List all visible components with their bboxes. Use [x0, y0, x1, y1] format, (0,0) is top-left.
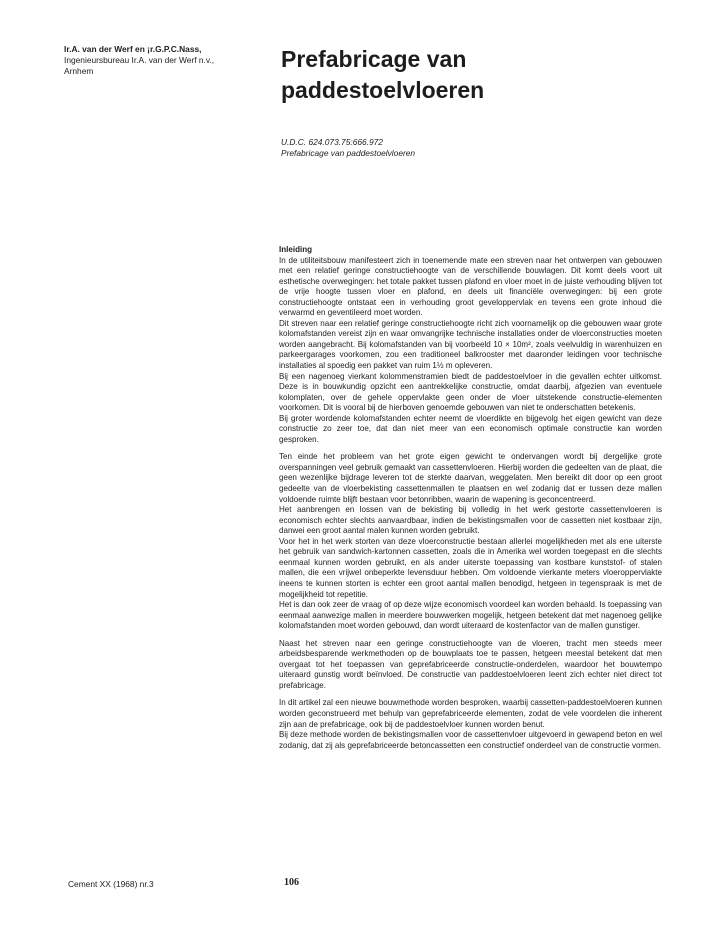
author-city: Arnhem	[64, 66, 94, 76]
udc-block	[281, 137, 581, 159]
author-block	[64, 44, 264, 77]
journal-citation: Cement XX (1968) nr.3	[68, 879, 154, 889]
paragraph: Het is dan ook zeer de vraag of op deze wijze economisch voordeel kan worden behaald. Is toepassing van eenmaal aanwezige mallen in meerdere bouwwerken mogelijk, hetgeen betekent dat met nagenoeg gelijke kolomafstanden moet worden gebouwd, dan wordt uiteraard de kostenfactor van de mallen gunstiger.	[279, 600, 662, 631]
author-affiliation: Ingenieursbureau Ir.A. van der Werf n.v.,	[64, 55, 215, 65]
author-names: Ir.A. van der Werf en ¡r.G.P.C.Nass,	[64, 44, 202, 54]
paragraph: Bij groter wordende kolomafstanden echter neemt de vloerdikte en bijgevolg het eigen gewicht van deze constructie zo zeer toe, dat dan niet meer van een economisch optimale constructie kan worden gesproken.	[279, 413, 662, 444]
paragraph: In de utiliteitsbouw manifesteert zich in toenemende mate een streven naar het ontwerpen van gebouwen met een relatief geringe constructiehoogte van de verschillende bouwlagen. Dit komt deels voort uit esthetische overwegingen: het totale pakket tussen plafond en vloer moet in de juiste verhouding blijven tot de vrije hoogte tussen vloer en plafond, en deels uit financiële overwegingen: bij een grote constructiehoogte ontstaat een in verhouding groot geveloppervlak en tevens een grote inhoud die verwarmd en geventileerd moet worden.	[279, 255, 662, 318]
section-heading: Inleiding	[279, 245, 313, 254]
page-title	[281, 44, 641, 106]
paragraph: In dit artikel zal een nieuwe bouwmethode worden besproken, waarbij cassetten-paddestoelvloeren kunnen worden geconstrueerd met behulp van geprefabriceerde elementen, zodat de vele voordelen die inherent zijn aan de prefabricage, ook bij de paddestoelvloer kunnen worden benut.	[279, 698, 662, 729]
title-line-1: Prefabricage van	[281, 46, 467, 72]
paragraph: Voor het in het werk storten van deze vloerconstructie bestaan allerlei mogelijkheden met als ene uiterste het gebruik van sandwich-kartonnen cassetten, zoals die in Amerika wel worden toegepast en die slechts eenmaal kunnen worden gebruikt, en als ander uiterste toepassing van kostbare kunststof- of stalen mallen, die een vrijwel onbeperkte levensduur hebben. Om voldoende vierkante meters vloeroppervlakte ineens te kunnen storten is echter een groot aantal mallen benodigd, hetgeen in tegenspraak is met de mogelijkheid tot repetitie.	[279, 536, 662, 599]
paragraph: Dit streven naar een relatief geringe constructiehoogte richt zich voornamelijk op die gebouwen waar grote kolomafstanden vereist zijn en waar omvangrijke technische installaties onder de vloerconstructies moeten worden aangebracht. Bij kolomafstanden van bij voorbeeld 10 × 10m², zoals veelvuldig in warenhuizen en parkeergarages voorkomen, zou een traditioneel balkrooster met daaronder leidingen voor technische installaties al spoedig een pakket van ruim 1½ m opleveren.	[279, 318, 662, 371]
udc-subject: Prefabricage van paddestoelvloeren	[281, 148, 416, 158]
article-body	[279, 245, 662, 751]
paragraph: Bij deze methode worden de bekistingsmallen voor de cassettenvloer uitgevoerd in gewapend beton en wel zodanig, dat zij als geprefabriceerde betoncassetten een constructief onderdeel van de constructie vormen.	[279, 730, 662, 750]
title-line-2: paddestoelvloeren	[281, 77, 485, 103]
paragraph: Naast het streven naar een geringe constructiehoogte van de vloeren, tracht men steeds meer arbeidsbesparende werkmethoden op de bouwplaats toe te passen, hetgeen meestal betekent dat men overgaat tot het toepassen van geprefabriceerde constructie-onderdelen, waardoor het bouwtempo uiteraard gunstig wordt beïnvloed. De constructie van paddestoelvloeren leent zich echter niet direct tot prefabricage.	[279, 638, 662, 690]
paragraph: Ten einde het probleem van het grote eigen gewicht te ondervangen wordt bij dergelijke grote overspanningen veel gebruik gemaakt van cassettenvloeren. Hierbij worden die gedeelten van de plaat, die geen wezenlijke bijdrage leveren tot de sterkte daarvan, weggelaten. Men bereikt dit door op een groot gedeelte van de vloerbekisting cassettenmallen te plaatsen en wel zodanig dat er tussen deze mallen voldoende ruimte blijft bestaan voor betonribben, waarin de wapening is geconcentreerd.	[279, 452, 662, 504]
paragraph: Het aanbrengen en lossen van de bekisting bij volledig in het werk gestorte cassettenvloeren is economisch echter slechts aanvaardbaar, indien de bekistingsmallen voor de cassetten niet kostbaar zijn, danwei een groot aantal malen kunnen worden gebruikt.	[279, 505, 662, 536]
page-number: 106	[284, 877, 299, 888]
paragraph: Bij een nagenoeg vierkant kolommenstramien biedt de paddestoelvloer in die gevallen echter uitkomst. Deze is in bouwkundig opzicht een aantrekkelijke constructie, omdat daarbij, afgezien van eventuele kolomplaten, over de gehele oppervlakte geen onder de vloer uitstekende constructie-elementen voorkomen. Dit is vooral bij de hierboven genoemde gebouwen van niet te onderschatten betekenis.	[279, 371, 662, 413]
udc-code: U.D.C. 624.073.75:666.972	[281, 137, 383, 147]
